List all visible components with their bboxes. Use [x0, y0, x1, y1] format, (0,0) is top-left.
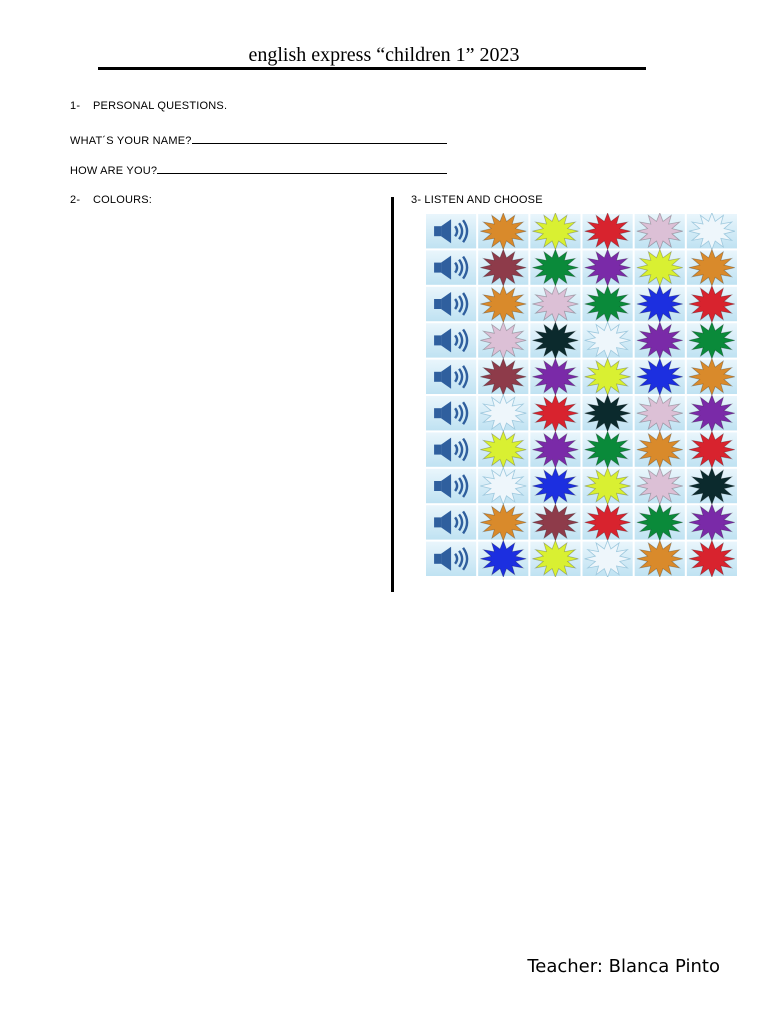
section-heading: PERSONAL QUESTIONS.: [93, 100, 228, 112]
question-name: [70, 132, 447, 147]
section-listen-heading: 3- LISTEN AND CHOOSE: [411, 194, 543, 206]
question-text: HOW ARE YOU?: [70, 165, 158, 177]
answer-line-how[interactable]: [157, 162, 447, 174]
listen-choose-grid: [425, 213, 738, 577]
question-how: [70, 162, 447, 177]
section-number: 2-: [70, 194, 81, 206]
grid-svg: [425, 213, 738, 577]
page-title: english express “children 1” 2023: [248, 44, 520, 66]
section-heading: COLOURS:: [93, 194, 153, 206]
teacher-name: Teacher: Blanca Pinto: [527, 956, 720, 977]
section-number: 1-: [70, 100, 81, 112]
column-divider: [391, 197, 394, 592]
answer-line-name[interactable]: [192, 132, 447, 144]
section-personal-questions: [70, 100, 227, 112]
question-text: WHAT´S YOUR NAME?: [70, 135, 192, 147]
title-underline: [98, 67, 646, 70]
section-colours: [70, 194, 152, 206]
